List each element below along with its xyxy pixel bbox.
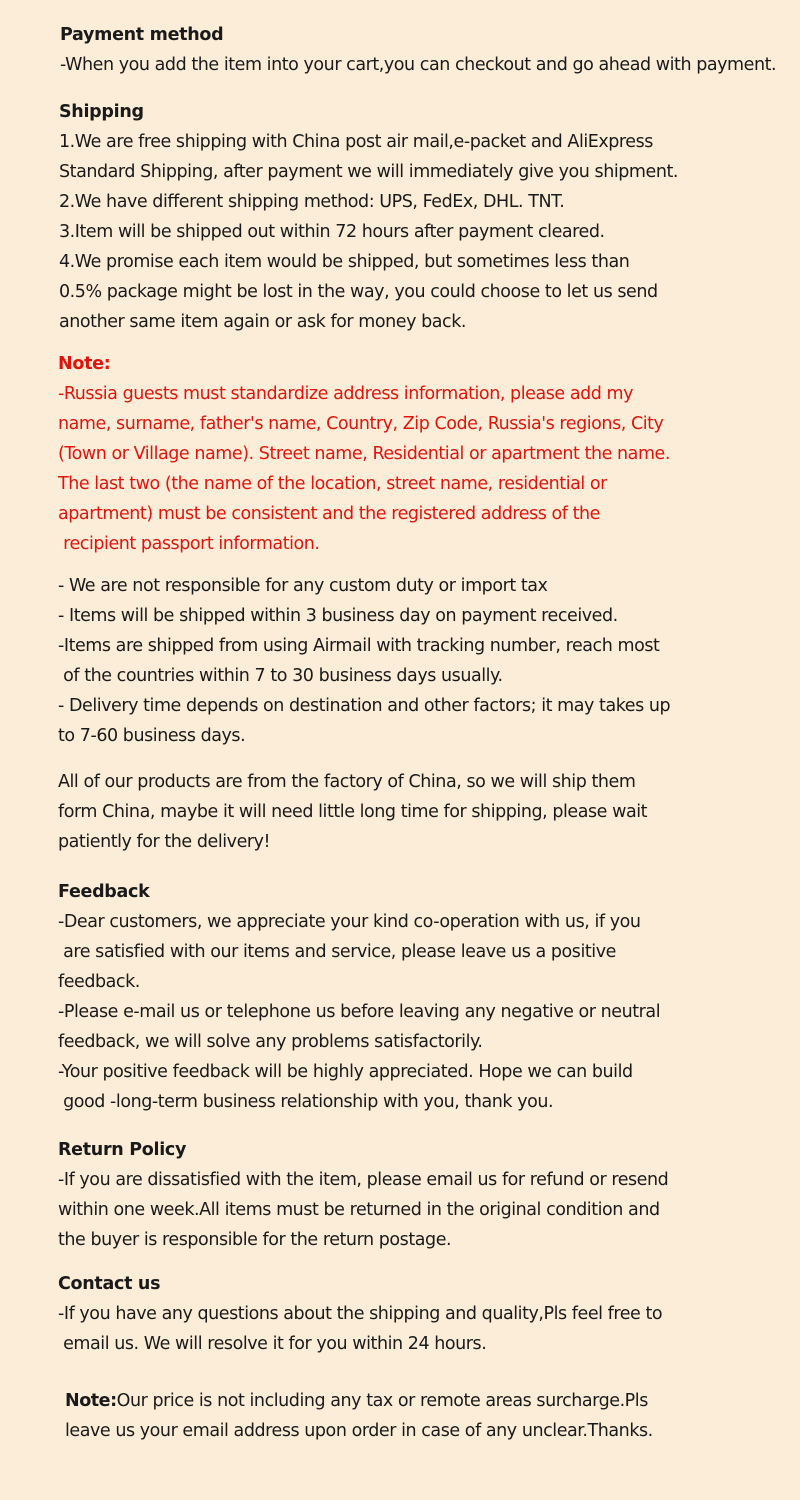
- feedback-line-4: -Please e-mail us or telephone us before leaving any negative or neutral: [58, 1002, 661, 1022]
- responsibility-line-2: - Items will be shipped within 3 business day on payment received.: [58, 606, 618, 626]
- responsibility-line-6: to 7-60 business days.: [58, 726, 246, 746]
- return-policy-heading: Return Policy: [58, 1140, 187, 1160]
- contact-line-2: email us. We will resolve it for you within 24 hours.: [58, 1334, 487, 1354]
- responsibility-line-5: - Delivery time depends on destination and other factors; it may takes up: [58, 696, 671, 716]
- payment-line-1: -When you add the item into your cart,you can checkout and go ahead with payment.: [60, 55, 777, 75]
- price-note-line-2: leave us your email address upon order in case of any unclear.Thanks.: [65, 1421, 653, 1441]
- feedback-heading: Feedback: [58, 882, 150, 902]
- feedback-line-5: feedback, we will solve any problems satisfactorily.: [58, 1032, 483, 1052]
- contact-heading: Contact us: [58, 1274, 161, 1294]
- feedback-line-2: are satisfied with our items and service, please leave us a positive: [58, 942, 616, 962]
- shipping-line-1: 1.We are free shipping with China post air mail,e-packet and AliExpress: [59, 132, 653, 152]
- shipping-heading: Shipping: [59, 102, 144, 122]
- price-note-line-1: [65, 1386, 648, 1416]
- responsibility-line-3: -Items are shipped from using Airmail with tracking number, reach most: [58, 636, 660, 656]
- shipping-line-2: Standard Shipping, after payment we will immediately give you shipment.: [59, 162, 678, 182]
- responsibility-line-4: of the countries within 7 to 30 business days usually.: [58, 666, 503, 686]
- shipping-line-3: 2.We have different shipping method: UPS, FedEx, DHL. TNT.: [59, 192, 565, 212]
- products-line-1: All of our products are from the factory of China, so we will ship them: [58, 772, 636, 792]
- products-line-3: patiently for the delivery!: [58, 832, 271, 852]
- shipping-line-4: 3.Item will be shipped out within 72 hours after payment cleared.: [59, 222, 605, 242]
- note-line-2: name, surname, father's name, Country, Zip Code, Russia's regions, City: [58, 414, 664, 434]
- payment-heading: Payment method: [60, 25, 224, 45]
- feedback-line-3: feedback.: [58, 972, 140, 992]
- price-note-text: Our price is not including any tax or remote areas surcharge.Pls: [116, 1391, 648, 1411]
- note-line-3: (Town or Village name). Street name, Residential or apartment the name.: [58, 444, 670, 464]
- return-policy-line-1: -If you are dissatisfied with the item, please email us for refund or resend: [58, 1170, 669, 1190]
- return-policy-line-3: the buyer is responsible for the return postage.: [58, 1230, 452, 1250]
- feedback-line-1: -Dear customers, we appreciate your kind co-operation with us, if you: [58, 912, 641, 932]
- feedback-line-7: good -long-term business relationship with you, thank you.: [58, 1092, 554, 1112]
- note-line-5: apartment) must be consistent and the registered address of the: [58, 504, 600, 524]
- shipping-line-5: 4.We promise each item would be shipped, but sometimes less than: [59, 252, 630, 272]
- responsibility-line-1: - We are not responsible for any custom duty or import tax: [58, 576, 548, 596]
- note-line-6: recipient passport information.: [58, 534, 320, 554]
- shipping-line-6: 0.5% package might be lost in the way, you could choose to let us send: [59, 282, 658, 302]
- return-policy-line-2: within one week.All items must be returned in the original condition and: [58, 1200, 660, 1220]
- price-note-label: Note:: [65, 1391, 117, 1411]
- note-heading: Note:: [58, 354, 111, 374]
- products-line-2: form China, maybe it will need little long time for shipping, please wait: [58, 802, 648, 822]
- contact-line-1: -If you have any questions about the shipping and quality,Pls feel free to: [58, 1304, 663, 1324]
- shipping-line-7: another same item again or ask for money back.: [59, 312, 466, 332]
- note-line-1: -Russia guests must standardize address information, please add my: [58, 384, 634, 404]
- feedback-line-6: -Your positive feedback will be highly appreciated. Hope we can build: [58, 1062, 633, 1082]
- note-line-4: The last two (the name of the location, street name, residential or: [58, 474, 607, 494]
